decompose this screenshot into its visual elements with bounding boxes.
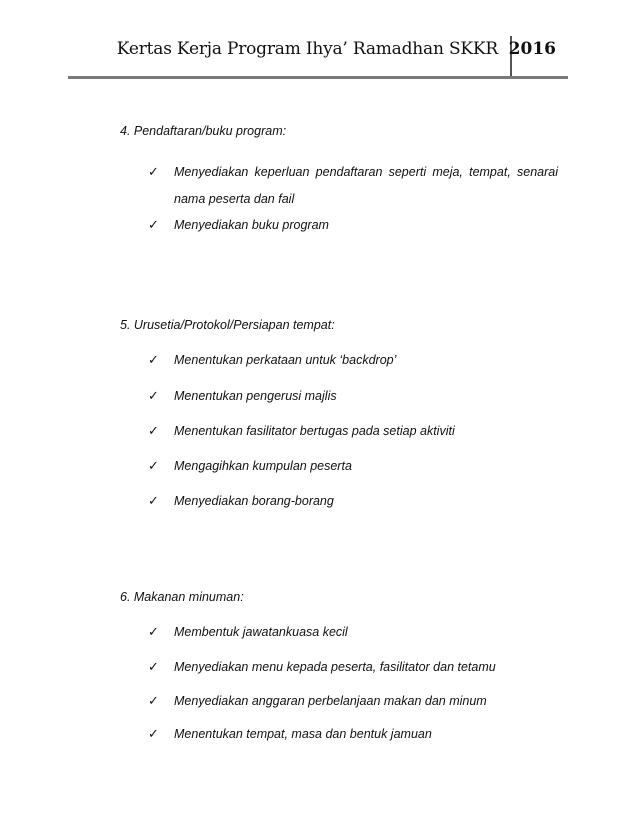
section-pendaftaran [120,124,580,138]
checkmark-icon: ✓ [148,353,159,368]
document-title: Kertas Kerja Program Ihya’ Ramadhan SKKR [116,39,498,59]
list-item-text: Membentuk jawatankuasa kecil [174,625,348,639]
list-item-text: Menentukan pengerusi majlis [174,389,337,403]
checkmark-icon: ✓ [148,625,159,640]
list-item [148,721,558,748]
list-item [148,159,558,213]
section-title: 6. Makanan minuman: [120,590,244,604]
checkmark-icon: ✓ [148,660,159,675]
checkmark-icon: ✓ [148,424,159,439]
checkmark-icon: ✓ [148,727,159,742]
list-item-text: Menentukan fasilitator bertugas pada setiap aktiviti [174,424,455,438]
list-item [148,619,558,646]
list-item [148,383,558,410]
list-item [148,688,558,715]
list-item [148,453,558,480]
list-item-text: Menentukan tempat, masa dan bentuk jamuan [174,727,432,741]
checkmark-icon: ✓ [148,694,159,709]
list-item [148,488,558,515]
page-header [68,38,568,80]
document-year: 2016 [508,39,556,59]
list-item-text: Menyediakan borang-borang [174,494,334,508]
header-rule [68,76,568,79]
list-item [148,347,558,374]
section-urusetia [120,318,580,332]
list-item-text: Mengagihkan kumpulan peserta [174,459,352,473]
section-title: 4. Pendaftaran/buku program: [120,124,287,138]
list-item-text: Menyediakan anggaran perbelanjaan makan dan minum [174,694,487,708]
checkmark-icon: ✓ [148,165,159,180]
section-makanan [120,590,580,604]
list-item [148,418,558,445]
checkmark-icon: ✓ [148,389,159,404]
list-item-text: Menyediakan buku program [174,218,329,232]
list-item-text: Menentukan perkataan untuk ‘backdrop’ [174,353,397,367]
list-item-text: Menyediakan menu kepada peserta, fasilitator dan tetamu [174,660,496,674]
list-item-text: Menyediakan keperluan pendaftaran seperti meja, tempat, senarai nama peserta dan fail [174,165,558,206]
list-item [148,654,558,681]
list-item [148,212,558,239]
checkmark-icon: ✓ [148,494,159,509]
checkmark-icon: ✓ [148,218,159,233]
section-title: 5. Urusetia/Protokol/Persiapan tempat: [120,318,335,332]
checkmark-icon: ✓ [148,459,159,474]
